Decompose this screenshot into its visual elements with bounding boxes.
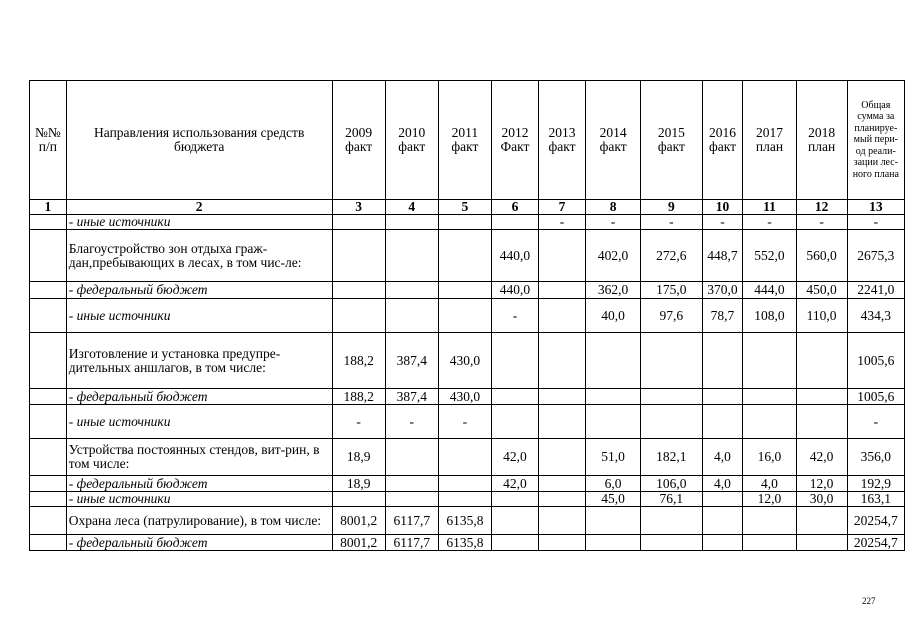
- value-cell: [385, 230, 438, 282]
- column-number: 12: [796, 200, 847, 215]
- row-index-cell: [30, 476, 67, 492]
- value-cell: [491, 492, 538, 507]
- header-year: 2018: [808, 125, 836, 140]
- column-number: 6: [491, 200, 538, 215]
- table-row: [30, 405, 905, 439]
- value-cell: [702, 405, 743, 439]
- value-cell: 440,0: [491, 230, 538, 282]
- value-cell: 1005,6: [847, 333, 904, 389]
- header-year-2010: [385, 81, 438, 200]
- value-cell: [539, 535, 586, 551]
- value-cell: 40,0: [586, 299, 641, 333]
- value-cell: [702, 492, 743, 507]
- row-name: Устройства постоянных стендов, вит-рин, в том числе:: [66, 439, 332, 476]
- value-cell: [796, 405, 847, 439]
- value-cell: [586, 507, 641, 535]
- value-cell: [641, 389, 702, 405]
- value-cell: [491, 389, 538, 405]
- value-cell: 2675,3: [847, 230, 904, 282]
- value-cell: [332, 282, 385, 299]
- value-cell: 2241,0: [847, 282, 904, 299]
- value-cell: 434,3: [847, 299, 904, 333]
- value-cell: 6135,8: [438, 507, 491, 535]
- value-cell: 8001,2: [332, 507, 385, 535]
- row-index-cell: [30, 282, 67, 299]
- table-row: [30, 333, 905, 389]
- header-year-type: факт: [657, 139, 685, 154]
- value-cell: 18,9: [332, 476, 385, 492]
- row-index-cell: [30, 405, 67, 439]
- row-name: Охрана леса (патрулирование), в том числе:: [66, 507, 332, 535]
- value-cell: [796, 389, 847, 405]
- value-cell: 6117,7: [385, 507, 438, 535]
- header-year: 2016: [708, 125, 736, 140]
- row-name: - федеральный бюджет: [66, 282, 332, 299]
- header-year-2009: [332, 81, 385, 200]
- value-cell: [491, 507, 538, 535]
- value-cell: 182,1: [641, 439, 702, 476]
- header-year-2018: [796, 81, 847, 200]
- value-cell: 108,0: [743, 299, 796, 333]
- value-cell: 448,7: [702, 230, 743, 282]
- column-number: 9: [641, 200, 702, 215]
- value-cell: [796, 333, 847, 389]
- value-cell: 188,2: [332, 389, 385, 405]
- value-cell: [438, 299, 491, 333]
- header-year-2017: [743, 81, 796, 200]
- value-cell: -: [539, 215, 586, 230]
- header-year-2012: [491, 81, 538, 200]
- column-number: 3: [332, 200, 385, 215]
- table-row: [30, 535, 905, 551]
- value-cell: [539, 492, 586, 507]
- header-num: №№ п/п: [30, 81, 67, 200]
- value-cell: 370,0: [702, 282, 743, 299]
- value-cell: [332, 299, 385, 333]
- value-cell: 18,9: [332, 439, 385, 476]
- table-row: [30, 230, 905, 282]
- value-cell: 110,0: [796, 299, 847, 333]
- column-number: 1: [30, 200, 67, 215]
- value-cell: [539, 405, 586, 439]
- value-cell: 42,0: [796, 439, 847, 476]
- header-year-type: факт: [708, 139, 736, 154]
- row-index-cell: [30, 389, 67, 405]
- value-cell: [702, 333, 743, 389]
- header-direction: Направления использования средств бюджета: [66, 81, 332, 200]
- value-cell: 552,0: [743, 230, 796, 282]
- value-cell: [491, 333, 538, 389]
- value-cell: [385, 282, 438, 299]
- header-year: 2015: [657, 125, 685, 140]
- column-numbers-row: [30, 200, 905, 215]
- value-cell: 106,0: [641, 476, 702, 492]
- row-name: - федеральный бюджет: [66, 535, 332, 551]
- value-cell: 78,7: [702, 299, 743, 333]
- value-cell: [385, 439, 438, 476]
- value-cell: 8001,2: [332, 535, 385, 551]
- value-cell: [385, 215, 438, 230]
- value-cell: [702, 535, 743, 551]
- value-cell: 402,0: [586, 230, 641, 282]
- value-cell: -: [641, 215, 702, 230]
- value-cell: [743, 333, 796, 389]
- header-year: 2011: [451, 125, 479, 140]
- value-cell: [385, 476, 438, 492]
- value-cell: [539, 282, 586, 299]
- value-cell: 20254,7: [847, 507, 904, 535]
- header-year-type: факт: [345, 139, 373, 154]
- value-cell: [438, 492, 491, 507]
- row-name: Благоустройство зон отдыха граж-дан,пребывающих в лесах, в том чис-ле:: [66, 230, 332, 282]
- value-cell: 12,0: [743, 492, 796, 507]
- value-cell: 51,0: [586, 439, 641, 476]
- header-year: 2013: [548, 125, 576, 140]
- header-year: 2012: [501, 125, 529, 140]
- value-cell: 6117,7: [385, 535, 438, 551]
- value-cell: 20254,7: [847, 535, 904, 551]
- column-number: 2: [66, 200, 332, 215]
- header-year-type: факт: [548, 139, 576, 154]
- value-cell: 430,0: [438, 389, 491, 405]
- value-cell: [332, 230, 385, 282]
- value-cell: 4,0: [743, 476, 796, 492]
- row-index-cell: [30, 535, 67, 551]
- value-cell: 362,0: [586, 282, 641, 299]
- table-row: [30, 492, 905, 507]
- value-cell: [539, 333, 586, 389]
- value-cell: 430,0: [438, 333, 491, 389]
- header-year-type: Факт: [500, 139, 530, 154]
- value-cell: 192,9: [847, 476, 904, 492]
- value-cell: 97,6: [641, 299, 702, 333]
- header-row: [30, 81, 905, 200]
- value-cell: [796, 535, 847, 551]
- header-year-type: факт: [398, 139, 426, 154]
- table-row: [30, 476, 905, 492]
- value-cell: 30,0: [796, 492, 847, 507]
- header-year-type: план: [808, 139, 836, 154]
- page-number: 227: [862, 596, 876, 606]
- value-cell: -: [743, 215, 796, 230]
- budget-table: [29, 80, 905, 551]
- header-year-2014: [586, 81, 641, 200]
- value-cell: [539, 299, 586, 333]
- value-cell: -: [385, 405, 438, 439]
- value-cell: [743, 507, 796, 535]
- value-cell: [385, 299, 438, 333]
- value-cell: [702, 507, 743, 535]
- row-index-cell: [30, 215, 67, 230]
- value-cell: -: [586, 215, 641, 230]
- value-cell: [641, 507, 702, 535]
- header-year-type: факт: [599, 139, 627, 154]
- table-row: [30, 215, 905, 230]
- value-cell: [743, 405, 796, 439]
- value-cell: 12,0: [796, 476, 847, 492]
- table-row: [30, 282, 905, 299]
- value-cell: [539, 389, 586, 405]
- table-row: [30, 507, 905, 535]
- value-cell: [539, 507, 586, 535]
- column-number: 11: [743, 200, 796, 215]
- column-number: 10: [702, 200, 743, 215]
- row-name: - федеральный бюджет: [66, 389, 332, 405]
- value-cell: 1005,6: [847, 389, 904, 405]
- column-number: 7: [539, 200, 586, 215]
- value-cell: [702, 389, 743, 405]
- value-cell: -: [438, 405, 491, 439]
- value-cell: 444,0: [743, 282, 796, 299]
- value-cell: [586, 535, 641, 551]
- value-cell: 16,0: [743, 439, 796, 476]
- value-cell: [539, 230, 586, 282]
- value-cell: [641, 405, 702, 439]
- value-cell: [539, 476, 586, 492]
- value-cell: [438, 439, 491, 476]
- value-cell: 4,0: [702, 476, 743, 492]
- column-number: 13: [847, 200, 904, 215]
- value-cell: [332, 215, 385, 230]
- value-cell: 163,1: [847, 492, 904, 507]
- row-index-cell: [30, 333, 67, 389]
- row-name: - иные источники: [66, 215, 332, 230]
- value-cell: [586, 389, 641, 405]
- header-year: 2010: [398, 125, 426, 140]
- value-cell: 356,0: [847, 439, 904, 476]
- row-name: - федеральный бюджет: [66, 476, 332, 492]
- row-index-cell: [30, 507, 67, 535]
- value-cell: [491, 535, 538, 551]
- header-year-2011: [438, 81, 491, 200]
- value-cell: [438, 215, 491, 230]
- value-cell: -: [702, 215, 743, 230]
- table-row: [30, 299, 905, 333]
- value-cell: [438, 476, 491, 492]
- value-cell: [438, 230, 491, 282]
- value-cell: 42,0: [491, 476, 538, 492]
- value-cell: [491, 215, 538, 230]
- value-cell: [743, 389, 796, 405]
- value-cell: [586, 333, 641, 389]
- value-cell: -: [847, 405, 904, 439]
- row-index-cell: [30, 230, 67, 282]
- value-cell: 45,0: [586, 492, 641, 507]
- value-cell: [586, 405, 641, 439]
- value-cell: 440,0: [491, 282, 538, 299]
- value-cell: -: [847, 215, 904, 230]
- value-cell: -: [332, 405, 385, 439]
- value-cell: -: [796, 215, 847, 230]
- row-name: Изготовление и установка предупре-дительных аншлагов, в том числе:: [66, 333, 332, 389]
- value-cell: 272,6: [641, 230, 702, 282]
- value-cell: [332, 492, 385, 507]
- header-year: 2014: [599, 125, 627, 140]
- value-cell: [743, 535, 796, 551]
- table-row: [30, 389, 905, 405]
- row-name: - иные источники: [66, 492, 332, 507]
- header-year-type: факт: [451, 139, 479, 154]
- value-cell: 387,4: [385, 389, 438, 405]
- value-cell: [796, 507, 847, 535]
- header-year: 2017: [755, 125, 783, 140]
- value-cell: -: [491, 299, 538, 333]
- value-cell: [641, 333, 702, 389]
- value-cell: 387,4: [385, 333, 438, 389]
- value-cell: [438, 282, 491, 299]
- value-cell: 4,0: [702, 439, 743, 476]
- row-name: - иные источники: [66, 299, 332, 333]
- header-year-2015: [641, 81, 702, 200]
- value-cell: [641, 535, 702, 551]
- row-index-cell: [30, 439, 67, 476]
- row-name: - иные источники: [66, 405, 332, 439]
- header-total: Общая сумма за планируе-мый пери-од реали-зации лес-ного плана: [847, 81, 904, 200]
- table-row: [30, 439, 905, 476]
- header-year-2016: [702, 81, 743, 200]
- value-cell: 76,1: [641, 492, 702, 507]
- value-cell: 6135,8: [438, 535, 491, 551]
- header-year-2013: [539, 81, 586, 200]
- header-year-type: план: [755, 139, 784, 154]
- value-cell: 560,0: [796, 230, 847, 282]
- header-year: 2009: [345, 125, 373, 140]
- row-index-cell: [30, 492, 67, 507]
- column-number: 5: [438, 200, 491, 215]
- value-cell: 175,0: [641, 282, 702, 299]
- column-number: 4: [385, 200, 438, 215]
- value-cell: [385, 492, 438, 507]
- column-number: 8: [586, 200, 641, 215]
- row-index-cell: [30, 299, 67, 333]
- value-cell: 450,0: [796, 282, 847, 299]
- value-cell: 42,0: [491, 439, 538, 476]
- value-cell: 188,2: [332, 333, 385, 389]
- value-cell: 6,0: [586, 476, 641, 492]
- value-cell: [491, 405, 538, 439]
- value-cell: [539, 439, 586, 476]
